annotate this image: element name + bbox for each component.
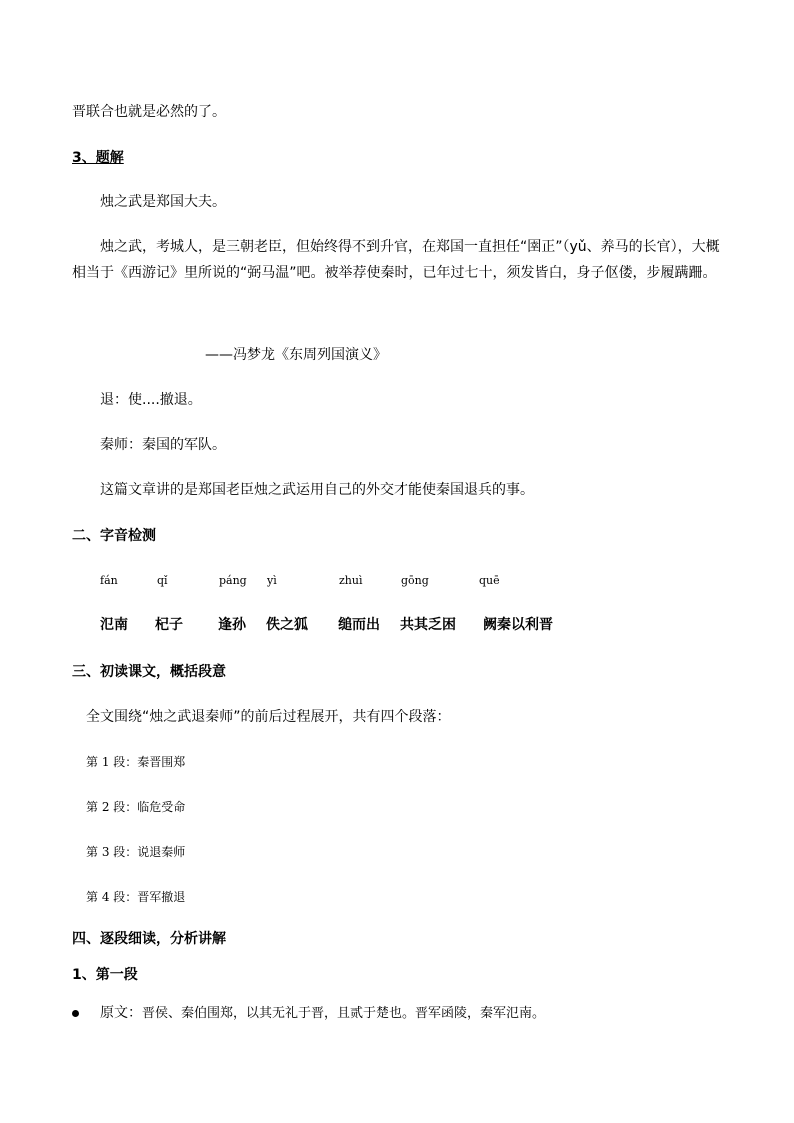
subsection-1-heading: 1、第一段	[72, 967, 138, 983]
section-3-heading: 3、题解	[72, 150, 124, 166]
quote-source: ——冯梦龙《东周列国演义》	[205, 347, 387, 363]
pronunciation-word: 杞子	[155, 617, 183, 633]
first-reading-heading: 三、初读课文，概括段意	[72, 664, 226, 680]
pinyin-label: páng	[219, 574, 247, 587]
section-3-paragraph-2: 烛之武，考城人，是三朝老臣，但始终得不到升官，在郑国一直担任“圉正”（yǔ、养马的长官），大概相当于《西游记》里所说的“弼马温”吧。被举荐使秦时，已年过七十，须发皆白，身子伛偻，步履蹒跚。	[72, 239, 720, 281]
pronunciation-word: 共其乏困	[400, 617, 456, 633]
pronunciation-word: 缒而出	[338, 617, 380, 633]
original-label: 原文：	[100, 1005, 142, 1021]
pinyin-label: yì	[267, 574, 277, 587]
pronunciation-word: 佚之狐	[266, 617, 308, 633]
definition-qinshi: 秦师：秦国的军队。	[100, 437, 226, 453]
paragraph-summary-item: 第 4 段：晋军撤退	[86, 890, 186, 904]
pronunciation-heading: 二、字音检测	[72, 528, 156, 544]
detailed-reading-heading: 四、逐段细读，分析讲解	[72, 931, 226, 947]
paragraph-summary-item: 第 3 段：说退秦师	[86, 845, 186, 859]
first-reading-intro: 全文围绕“烛之武退秦师”的前后过程展开，共有四个段落：	[86, 709, 451, 725]
pronunciation-word: 氾南	[100, 617, 128, 633]
definition-tui: 退：使....撤退。	[100, 392, 202, 408]
original-text-line	[100, 1003, 545, 1024]
pinyin-label: gōng	[401, 574, 429, 587]
original-text: 晋侯、秦伯围郑，以其无礼于晋，且贰于楚也。晋军函陵，秦军氾南。	[142, 1006, 546, 1021]
intro-tail-text: 晋联合也就是必然的了。	[72, 104, 226, 120]
section-3-paragraph-1: 烛之武是郑国大夫。	[100, 194, 226, 210]
pinyin-label: zhuì	[339, 574, 363, 587]
section-3-summary: 这篇文章讲的是郑国老臣烛之武运用自己的外交才能使秦国退兵的事。	[100, 482, 534, 498]
paragraph-summary-item: 第 1 段：秦晋围郑	[86, 755, 186, 769]
bullet-icon	[72, 1005, 82, 1015]
pinyin-label: quē	[479, 574, 500, 587]
paragraph-summary-item: 第 2 段：临危受命	[86, 800, 186, 814]
pinyin-label: fán	[100, 574, 118, 587]
pronunciation-word: 逢孙	[218, 617, 246, 633]
pinyin-label: qǐ	[157, 574, 168, 587]
pronunciation-word: 阙秦以利晋	[483, 617, 553, 633]
